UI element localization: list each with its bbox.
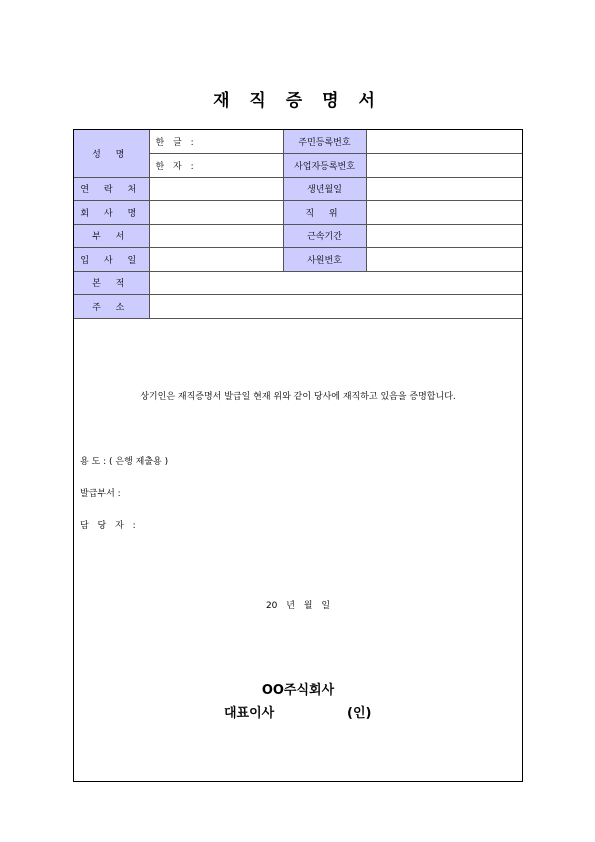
contact-label: 연 락 처	[74, 177, 149, 201]
hanja-name-label: 한 자 :	[149, 154, 283, 178]
tenure-field[interactable]	[366, 224, 522, 248]
address-field[interactable]	[149, 295, 522, 319]
address-label: 주 소	[74, 295, 149, 319]
employee-number-label: 사원번호	[283, 248, 366, 272]
contact-field[interactable]	[149, 177, 283, 201]
seal-mark: (인)	[347, 706, 372, 721]
company-name: OO주식회사	[261, 683, 335, 698]
resident-number-field[interactable]	[366, 130, 522, 154]
department-field[interactable]	[149, 224, 283, 248]
tenure-label: 근속기간	[283, 224, 366, 248]
department-label: 부 서	[74, 224, 149, 248]
name-label: 성 명	[74, 130, 149, 177]
birthdate-field[interactable]	[366, 177, 522, 201]
position-field[interactable]	[366, 201, 522, 225]
employee-number-field[interactable]	[366, 248, 522, 272]
domicile-field[interactable]	[149, 271, 522, 295]
issue-date: 20 년 월 일	[265, 601, 331, 611]
certificate-frame	[73, 129, 523, 782]
company-name-label: 회 사 명	[74, 201, 149, 225]
company-name-field[interactable]	[149, 201, 283, 225]
birthdate-label: 생년월일	[283, 177, 366, 201]
join-date-label: 입 사 일	[74, 248, 149, 272]
position-label: 직 위	[283, 201, 366, 225]
hangul-name-label: 한 글 :	[149, 130, 283, 154]
domicile-label: 본 적	[74, 271, 149, 295]
issuing-department-line: 발급부서 :	[80, 489, 121, 499]
employee-info-table	[74, 130, 522, 319]
join-date-field[interactable]	[149, 248, 283, 272]
representative-title: 대표이사	[224, 706, 275, 721]
certification-statement: 상기인은 재직증명서 발급일 현재 위와 같이 당사에 재직하고 있음을 증명합니다.	[140, 392, 456, 402]
document-title: 재 직 증 명 서	[213, 91, 382, 111]
manager-line: 담 당 자 :	[80, 521, 139, 531]
resident-number-label: 주민등록번호	[283, 130, 366, 154]
purpose-line: 용 도 : ( 은행 제출용 )	[80, 457, 169, 467]
business-number-label: 사업자등록번호	[283, 154, 366, 178]
business-number-field[interactable]	[366, 154, 522, 178]
